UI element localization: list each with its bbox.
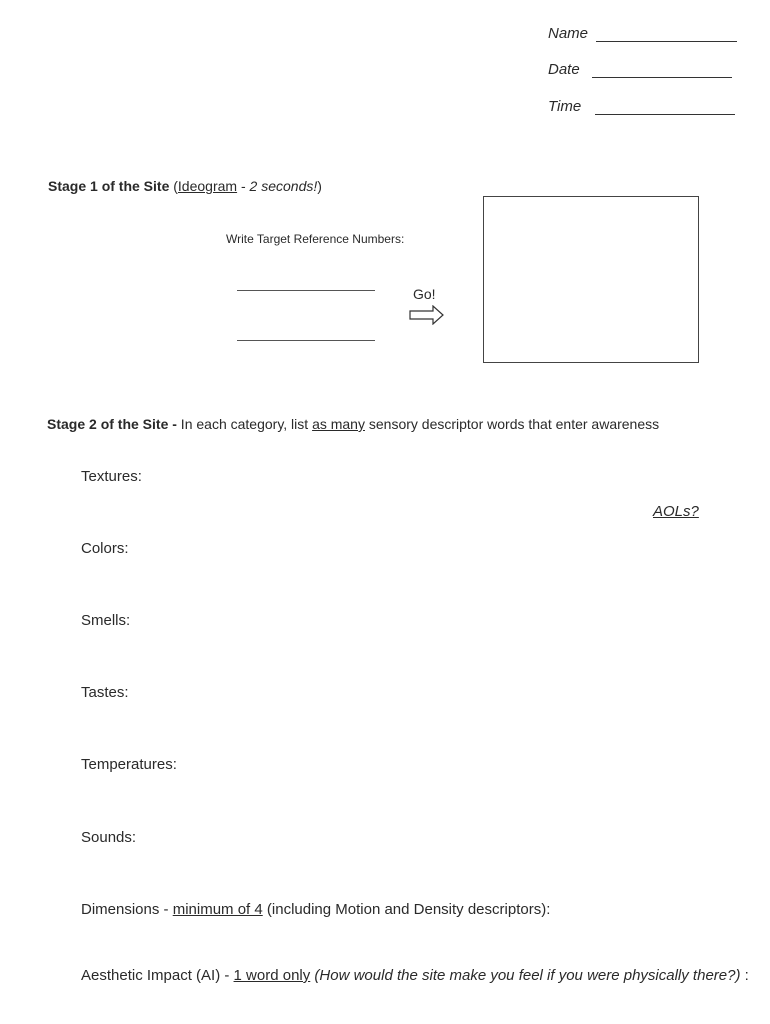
aesthetic-impact-line [81, 967, 749, 984]
stage1-close-paren: ) [317, 178, 322, 194]
stage1-title: Stage 1 of the Site [48, 178, 170, 194]
date-label: Date [548, 61, 580, 78]
ai-colon: : [740, 967, 749, 984]
dimensions-prefix: Dimensions - [81, 901, 173, 918]
trn-instruction: Write Target Reference Numbers: [226, 232, 405, 246]
as-many-term: as many [312, 416, 365, 432]
dimensions-suffix: (including Motion and Density descriptors): [262, 901, 551, 918]
name-label: Name [548, 25, 589, 42]
dimensions-line [81, 901, 550, 918]
smells-label: Smells: [81, 612, 131, 629]
trn-line-1[interactable] [237, 290, 375, 291]
stage1-dash: - [237, 178, 250, 194]
stage2-text-before: In each category, list [176, 416, 313, 432]
stage2-heading [47, 416, 659, 432]
name-field-line[interactable] [596, 41, 737, 42]
tastes-label: Tastes: [81, 684, 129, 701]
go-label: Go! [413, 286, 436, 302]
time-label: Time [548, 98, 582, 115]
time-field-line[interactable] [595, 114, 735, 115]
right-arrow-icon [409, 305, 445, 325]
ideogram-box[interactable] [483, 196, 699, 363]
sounds-label: Sounds: [81, 829, 137, 846]
ai-one-word: 1 word only [233, 967, 311, 984]
ai-question: (How would the site make you feel if you were physically there?) [310, 967, 741, 984]
date-field-line[interactable] [592, 77, 732, 78]
stage2-title: Stage 2 of the Site - [47, 416, 177, 432]
stage1-open-paren: ( [173, 178, 178, 194]
ideogram-term: Ideogram [177, 178, 238, 194]
trn-line-2[interactable] [237, 340, 375, 341]
two-seconds-note: 2 seconds! [249, 178, 318, 194]
dimensions-minimum: minimum of 4 [172, 901, 263, 918]
ai-prefix: Aesthetic Impact (AI) - [81, 967, 234, 984]
colors-label: Colors: [81, 540, 129, 557]
stage2-text-after: sensory descriptor words that enter awareness [364, 416, 660, 432]
aols-label: AOLs? [653, 503, 699, 520]
textures-label: Textures: [81, 468, 142, 485]
temperatures-label: Temperatures: [81, 756, 177, 773]
stage1-heading [48, 178, 322, 194]
